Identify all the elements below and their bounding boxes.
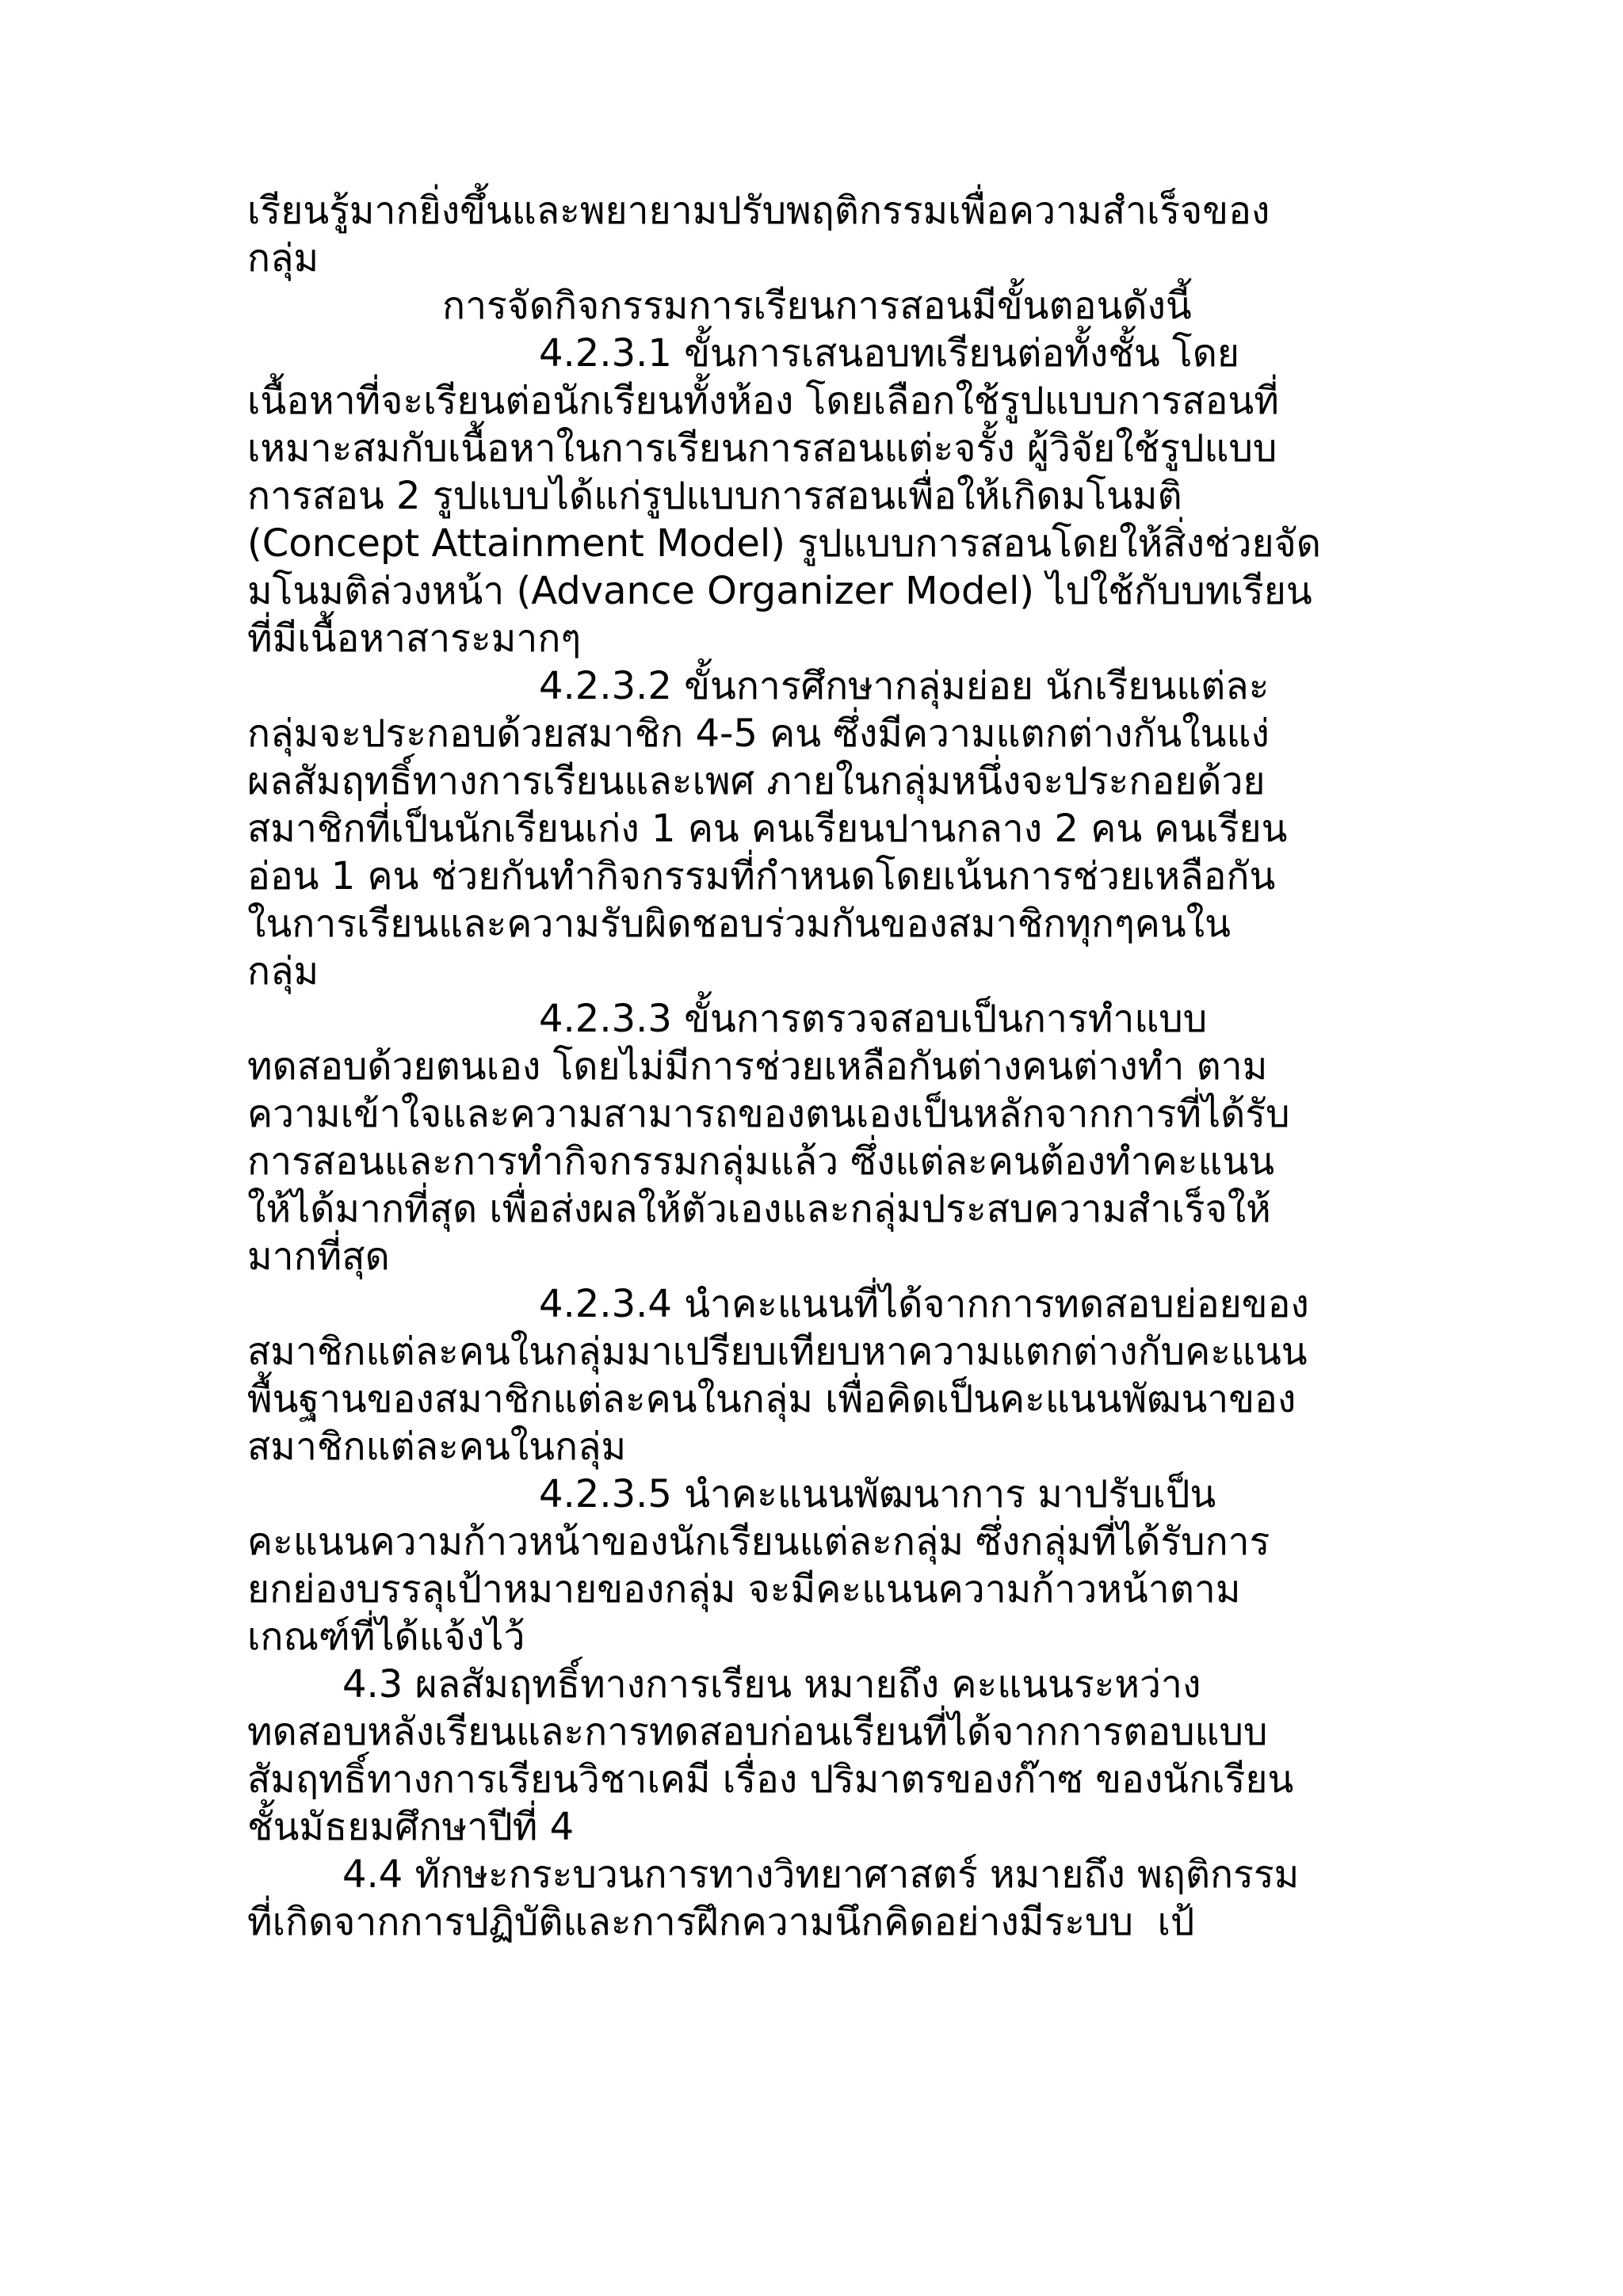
- text-line: ในการเรียนและความรับผิดชอบร่วมกันของสมาชิกทุกๆคนใน: [247, 902, 1231, 946]
- text-line: เรียนรู้มากยิ่งขึ้นและพยายามปรับพฤติกรรมเพื่อความสำเร็จของ: [247, 189, 1270, 233]
- text-line: ผลสัมฤทธิ์ทางการเรียนและเพศ ภายในกลุ่มหนึ่งจะประกอยด้วย: [247, 759, 1266, 803]
- text-line: กลุ่ม: [247, 236, 319, 280]
- body-text: [247, 187, 1404, 1946]
- text-line: ยกย่องบรรลุเป้าหมายของกลุ่ม จะมีคะแนนความก้าวหน้าตาม: [247, 1567, 1241, 1611]
- text-line: ที่เกิดจากการปฏิบัติและการฝึกความนึกคิดอย่างมีระบบ เป้: [247, 1900, 1195, 1944]
- text-line: สมาชิกที่เป็นนักเรียนเก่ง 1 คน คนเรียนปานกลาง 2 คน คนเรียน: [247, 807, 1288, 851]
- text-line: กลุ่มจะประกอบด้วยสมาชิก 4-5 คน ซึ่งมีความแตกต่างกันในแง่: [247, 711, 1270, 756]
- text-line: สมาชิกแต่ละคนในกลุ่ม: [247, 1425, 627, 1469]
- text-line: เนื้อหาที่จะเรียนต่อนักเรียนทั้งห้อง โดยเลือกใช้รูปแบบการสอนที่: [247, 379, 1279, 423]
- text-line: ทดสอบหลังเรียนและการทดสอบก่อนเรียนที่ได้จากการตอบแบบ: [247, 1710, 1268, 1754]
- text-line: สมาชิกแต่ละคนในกลุ่มมาเปรียบเทียบหาความแตกต่างกับคะแนน: [247, 1329, 1308, 1374]
- text-line: (Concept Attainment Model) รูปแบบการสอนโดยให้สิ่งช่วยจัด: [247, 521, 1321, 566]
- section-heading-4-3: 4.3 ผลสัมฤทธิ์ทางการเรียน หมายถึง คะแนนระหว่าง: [342, 1662, 1201, 1707]
- section-heading-4-4: 4.4 ทักษะกระบวนการทางวิทยาศาสตร์ หมายถึง พฤติกรรม: [342, 1852, 1300, 1897]
- text-line: มากที่สุด: [247, 1234, 390, 1279]
- text-line: มโนมติล่วงหน้า (Advance Organizer Model) ไปใช้กับบทเรียน: [247, 569, 1312, 613]
- text-line: สัมฤทธิ์ทางการเรียนวิชาเคมี เรื่อง ปริมาตรของก๊าซ ของนักเรียน: [247, 1757, 1294, 1802]
- text-line: เกณฑ์ที่ได้แจ้งไว้: [247, 1615, 525, 1659]
- text-line: กลุ่ม: [247, 949, 319, 994]
- text-line: ชั้นมัธยมศึกษาปีที่ 4: [247, 1805, 575, 1849]
- section-heading-4-2-3-5: 4.2.3.5 นำคะแนนพัฒนาการ มาปรับเป็น: [539, 1472, 1216, 1516]
- section-heading-4-2-3-2: 4.2.3.2 ขั้นการศึกษากลุ่มย่อย นักเรียนแต่ละ: [539, 664, 1270, 708]
- text-line: อ่อน 1 คน ช่วยกันทำกิจกรรมที่กำหนดโดยเน้นการช่วยเหลือกัน: [247, 854, 1276, 898]
- text-line: พื้นฐานของสมาชิกแต่ละคนในกลุ่ม เพื่อคิดเป็นคะแนนพัฒนาของ: [247, 1377, 1296, 1421]
- text-line: คะแนนความก้าวหน้าของนักเรียนแต่ละกลุ่ม ซึ่งกลุ่มที่ได้รับการ: [247, 1520, 1270, 1564]
- paragraph-heading: การจัดกิจกรรมการเรียนการสอนมีขั้นตอนดังนี้: [442, 284, 1192, 328]
- text-line: ทดสอบด้วยตนเอง โดยไม่มีการช่วยเหลือกันต่างคนต่างทำ ตาม: [247, 1044, 1268, 1089]
- section-heading-4-2-3-1: 4.2.3.1 ขั้นการเสนอบทเรียนต่อทั้งชั้น โดย: [539, 331, 1239, 376]
- text-line: การสอนและการทำกิจกรรมกลุ่มแล้ว ซึ่งแต่ละคนต้องทำคะแนน: [247, 1139, 1275, 1184]
- text-line: ที่มีเนื้อหาสาระมากๆ: [247, 616, 582, 661]
- section-heading-4-2-3-4: 4.2.3.4 นำคะแนนที่ได้จากการทดสอบย่อยของ: [539, 1282, 1309, 1326]
- section-heading-4-2-3-3: 4.2.3.3 ขั้นการตรวจสอบเป็นการทำแบบ: [539, 997, 1208, 1041]
- text-line: การสอน 2 รูปแบบได้แก่รูปแบบการสอนเพื่อให้เกิดมโนมติ: [247, 474, 1182, 518]
- text-line: เหมาะสมกับเนื้อหาในการเรียนการสอนแต่ะจรั้ง ผู้วิจัยใช้รูปแบบ: [247, 426, 1277, 471]
- text-line: ความเข้าใจและความสามารถของตนเองเป็นหลักจากการที่ได้รับ: [247, 1092, 1290, 1136]
- text-line: ให้ได้มากที่สุด เพื่อส่งผลให้ตัวเองและกลุ่มประสบความสำเร็จให้: [247, 1187, 1271, 1231]
